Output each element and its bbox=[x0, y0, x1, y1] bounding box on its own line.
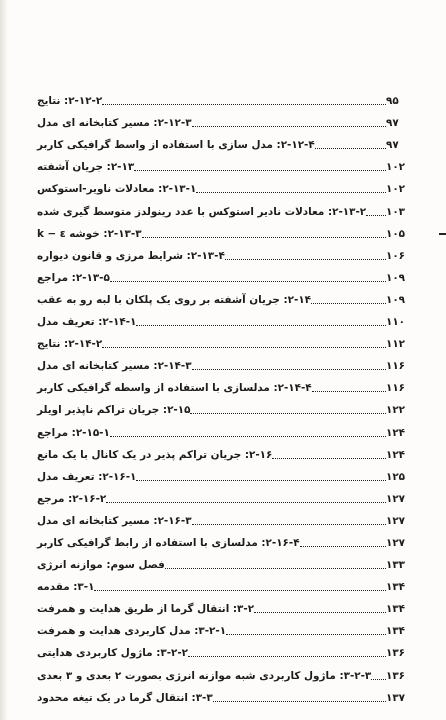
dot-leader bbox=[192, 369, 386, 370]
toc-entry-title: ۲-۱۶-۳: مسیر کتابخانه ای مدل bbox=[37, 514, 192, 527]
toc-entry-title: ۳-۲-۳: ماژول کاربردی شبه موازنه انرژی بصورت ۲ بعدی و ۳ بعدی bbox=[37, 669, 372, 682]
dot-leader bbox=[196, 192, 386, 193]
toc-entry-title: ۲-۱۵: جریان تراکم ناپذیر اویلر bbox=[37, 404, 191, 417]
toc-entry bbox=[34, 287, 420, 309]
toc-entry-page-number: ۱۳۴ bbox=[386, 603, 406, 616]
toc-entry-page-number: ۹۵ bbox=[386, 95, 399, 108]
toc-entry-title: ۲-۱۶: جریان تراکم پذیر در یک کانال با یک مانع bbox=[37, 448, 273, 461]
table-of-contents bbox=[34, 88, 420, 708]
toc-entry-page-number: ۱۳۷ bbox=[386, 691, 406, 704]
dot-leader bbox=[94, 590, 386, 591]
toc-entry-title: فصل سوم: موازنه انرژی bbox=[37, 559, 165, 572]
toc-entry bbox=[34, 132, 420, 154]
dot-leader bbox=[192, 126, 386, 127]
dot-leader bbox=[192, 524, 386, 525]
toc-entry bbox=[34, 154, 420, 176]
toc-entry bbox=[34, 486, 420, 508]
toc-entry-title: ۲-۱۶-۴: مدلسازی با استفاده از رابط گرافیکی کاربر bbox=[37, 536, 300, 549]
toc-entry bbox=[34, 265, 420, 287]
toc-entry bbox=[34, 331, 420, 353]
dot-leader bbox=[315, 148, 386, 149]
toc-entry bbox=[34, 596, 420, 618]
toc-entry-title: ۲-۱۴-۳: مسیر کتابخانه ای مدل bbox=[37, 360, 192, 373]
toc-entry-page-number: ۱۱۰ bbox=[386, 316, 406, 329]
toc-entry-title: ۳-۳: انتقال گرما در یک تیغه محدود bbox=[37, 691, 213, 704]
toc-entry-title: ۲-۱۳-۵: مراجع bbox=[37, 271, 110, 284]
dot-leader bbox=[102, 104, 386, 105]
toc-entry-title: ۲-۱۴-۲: نتایج bbox=[37, 338, 103, 351]
toc-entry-page-number: ۱۳۴ bbox=[386, 625, 406, 638]
dot-leader bbox=[300, 546, 386, 547]
toc-entry-page-number: ۱۱۶ bbox=[386, 360, 406, 373]
toc-entry bbox=[34, 88, 420, 110]
dot-leader bbox=[136, 325, 386, 326]
toc-entry-page-number: ۱۰۵ bbox=[386, 227, 406, 240]
toc-entry-page-number: ۱۰۶ bbox=[386, 249, 406, 262]
toc-entry-page-number: ۹۷ bbox=[386, 117, 399, 130]
toc-entry-page-number: ۱۰۹ bbox=[386, 293, 406, 306]
toc-entry-page-number: ۱۰۹ bbox=[386, 271, 406, 284]
toc-entry-page-number: ۱۲۷ bbox=[386, 536, 406, 549]
toc-entry-title: ۳-۲-۲: ماژول کاربردی هدایتی bbox=[37, 647, 189, 660]
toc-entry bbox=[34, 662, 420, 684]
toc-entry-title: ۲-۱۳-۱: معادلات ناویر-استوکس bbox=[37, 183, 197, 196]
toc-entry-page-number: ۱۱۶ bbox=[386, 382, 406, 395]
toc-entry-page-number: ۱۰۳ bbox=[386, 205, 406, 218]
toc-entry-title: ۲-۱۴-۱: تعریف مدل bbox=[37, 316, 137, 329]
toc-entry-page-number: ۱۳۴ bbox=[386, 581, 406, 594]
toc-entry bbox=[34, 574, 420, 596]
toc-entry-page-number: ۹۷ bbox=[386, 139, 399, 152]
toc-entry bbox=[34, 309, 420, 331]
dot-leader bbox=[110, 436, 386, 437]
toc-entry bbox=[34, 397, 420, 419]
dot-leader bbox=[134, 170, 386, 171]
dot-leader bbox=[213, 701, 386, 702]
toc-entry-title: ۲-۱۶-۱: تعریف مدل bbox=[37, 470, 137, 483]
toc-entry-title: ۲-۱۲-۲: نتایج bbox=[37, 95, 103, 108]
toc-entry-title: ۲-۱۲-۳: مسیر کتابخانه ای مدل bbox=[37, 117, 192, 130]
toc-entry-page-number: ۱۱۲ bbox=[386, 338, 406, 351]
toc-entry-title: ۲-۱۶-۲: مرجع bbox=[37, 492, 107, 505]
toc-entry-page-number: ۱۲۲ bbox=[386, 404, 406, 417]
toc-entry bbox=[34, 618, 420, 640]
toc-entry-title: ۳-۱: مقدمه bbox=[37, 581, 95, 594]
dot-leader bbox=[142, 237, 386, 238]
dot-leader bbox=[366, 215, 386, 216]
dot-leader bbox=[106, 502, 386, 503]
toc-entry bbox=[34, 198, 420, 220]
dot-leader bbox=[188, 656, 386, 657]
dot-leader bbox=[272, 458, 386, 459]
toc-entry bbox=[34, 176, 420, 198]
toc-entry bbox=[34, 464, 420, 486]
toc-entry-title: ۲-۱۳: جریان آشفته bbox=[37, 161, 135, 174]
dot-leader bbox=[311, 303, 386, 304]
toc-entry-title: ۲-۱۴: جریان آشفته بر روی یک پلکان با لبه رو به عقب bbox=[37, 293, 312, 306]
toc-entry bbox=[34, 243, 420, 265]
toc-entry-page-number: ۱۲۴ bbox=[386, 448, 406, 461]
toc-entry-page-number: ۱۳۶ bbox=[386, 647, 406, 660]
dot-leader bbox=[102, 347, 386, 348]
toc-entry-page-number: ۱۲۷ bbox=[386, 514, 406, 527]
toc-entry bbox=[34, 442, 420, 464]
toc-entry bbox=[34, 508, 420, 530]
toc-entry-title: ۲-۱۵-۱: مراجع bbox=[37, 426, 110, 439]
toc-entry-page-number: ۱۲۷ bbox=[386, 492, 406, 505]
toc-entry-title: ۲-۱۳-۲: معادلات نادیر استوکس با عدد رینولدز متوسط گیری شده bbox=[37, 205, 367, 218]
toc-entry bbox=[34, 419, 420, 441]
toc-entry bbox=[34, 685, 420, 707]
toc-entry-title: ۲-۱۴-۴: مدلسازی با استفاده از واسطه گرافیکی کاربر bbox=[37, 382, 312, 395]
toc-entry-page-number: ۱۲۴ bbox=[386, 426, 406, 439]
toc-entry bbox=[34, 353, 420, 375]
toc-entry bbox=[34, 552, 420, 574]
page-edge-shadow bbox=[0, 0, 8, 720]
toc-entry-page-number: ۱۰۲ bbox=[386, 161, 406, 174]
dot-leader bbox=[136, 480, 386, 481]
dot-leader bbox=[312, 391, 386, 392]
toc-entry bbox=[34, 640, 420, 662]
toc-entry-page-number: ۱۳۶ bbox=[386, 669, 406, 682]
dot-leader bbox=[165, 568, 386, 569]
dot-leader bbox=[254, 612, 386, 613]
toc-entry-page-number: ۱۰۲ bbox=[386, 183, 406, 196]
toc-entry bbox=[34, 110, 420, 132]
toc-entry-title: ۳-۲-۱: مدل کاربردی هدایت و همرفت bbox=[37, 625, 227, 638]
toc-entry-title: ۲-۱۳-۳: خوشه k − ε bbox=[37, 227, 142, 240]
toc-entry bbox=[34, 221, 420, 243]
toc-entry-title: ۲-۱۲-۴: مدل سازی با استفاده از واسط گرافیکی کاربر bbox=[37, 139, 315, 152]
dot-leader bbox=[371, 679, 386, 680]
dot-leader bbox=[110, 281, 386, 282]
dot-leader bbox=[225, 259, 386, 260]
dot-leader bbox=[190, 413, 386, 414]
margin-mark bbox=[439, 233, 446, 235]
toc-entry bbox=[34, 530, 420, 552]
toc-entry-title: ۲-۱۳-۴: شرایط مرزی و قانون دیواره bbox=[37, 249, 225, 262]
toc-entry-title: ۳-۲: انتقال گرما از طریق هدایت و همرفت bbox=[37, 603, 255, 616]
dot-leader bbox=[226, 634, 386, 635]
toc-entry-page-number: ۱۲۵ bbox=[386, 470, 406, 483]
toc-entry-page-number: ۱۳۳ bbox=[386, 559, 406, 572]
toc-entry bbox=[34, 375, 420, 397]
